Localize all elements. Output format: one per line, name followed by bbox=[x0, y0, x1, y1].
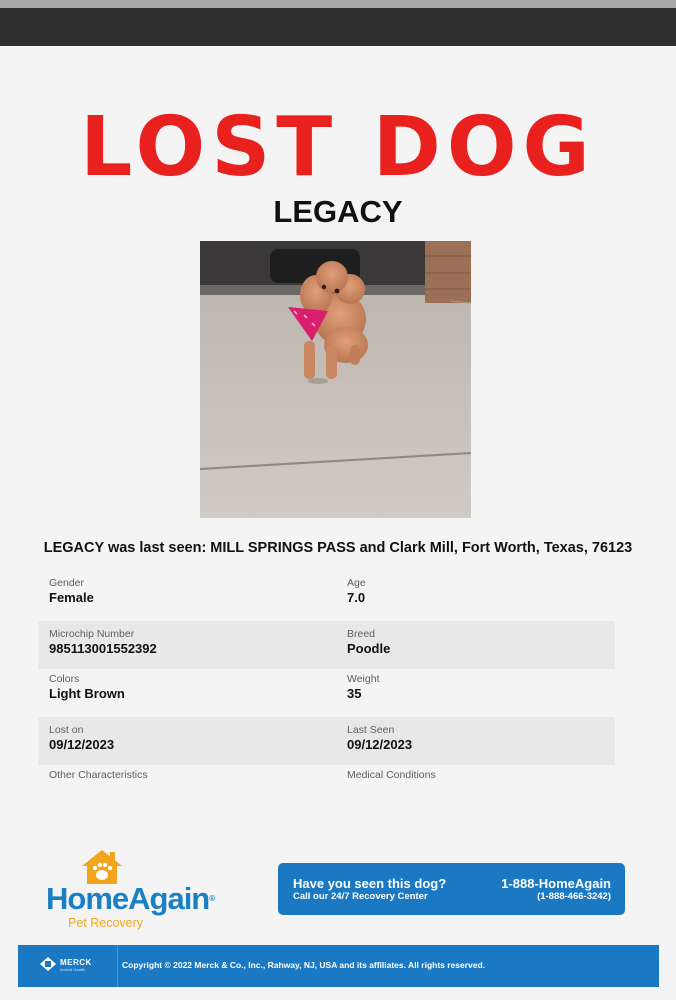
microchip-label: Microchip Number bbox=[49, 628, 135, 640]
merck-logo bbox=[40, 957, 92, 976]
logo-tagline: Pet Recovery bbox=[68, 916, 144, 930]
microchip-field bbox=[49, 621, 157, 657]
top-bar bbox=[0, 8, 676, 46]
trademark-mark: ® bbox=[209, 894, 215, 903]
cta-question: Have you seen this dog? bbox=[293, 876, 447, 891]
footer bbox=[18, 945, 659, 987]
cta-subtext: Call our 24/7 Recovery Center bbox=[293, 891, 428, 902]
weight-field bbox=[347, 669, 380, 702]
cta-phone-number[interactable]: (1-888-466-3242) bbox=[537, 891, 611, 902]
merck-wordmark: MERCK bbox=[60, 958, 92, 967]
age-label: Age bbox=[347, 577, 366, 589]
logo-name: HomeAgain bbox=[46, 881, 210, 916]
medical-conditions-label: Medical Conditions bbox=[347, 769, 436, 781]
lost-on-label: Lost on bbox=[49, 724, 84, 736]
details-row-5 bbox=[38, 765, 615, 813]
top-strip bbox=[0, 0, 676, 8]
breed-field bbox=[347, 621, 390, 657]
merck-subtext: Animal Health bbox=[60, 967, 85, 972]
age-field bbox=[347, 573, 366, 606]
copyright-text: Copyright © 2022 Merck & Co., Inc., Rahway, NJ, USA and its affiliates. All rights reserved. bbox=[122, 960, 486, 970]
other-characteristics-field bbox=[49, 765, 148, 782]
details-row-2 bbox=[38, 621, 615, 669]
lost-on-value: 09/12/2023 bbox=[49, 737, 115, 752]
weight-label: Weight bbox=[347, 673, 380, 685]
cta-phone-name[interactable]: 1-888-HomeAgain bbox=[501, 876, 611, 891]
headline: LOST DOG bbox=[80, 100, 596, 195]
microchip-value: 985113001552392 bbox=[49, 641, 157, 656]
colors-value: Light Brown bbox=[49, 686, 125, 701]
other-characteristics-label: Other Characteristics bbox=[49, 769, 148, 781]
details-row-4 bbox=[38, 717, 615, 765]
colors-field bbox=[49, 669, 125, 702]
logo-wordmark bbox=[46, 882, 214, 916]
merck-icon bbox=[40, 957, 56, 971]
breed-label: Breed bbox=[347, 628, 376, 640]
last-seen-location: LEGACY was last seen: MILL SPRINGS PASS and Clark Mill, Fort Worth, Texas, 76123 bbox=[43, 540, 633, 556]
recovery-center-banner[interactable] bbox=[278, 863, 625, 915]
breed-value: Poodle bbox=[347, 641, 391, 656]
last-seen-value: 09/12/2023 bbox=[347, 737, 413, 752]
details-row-3 bbox=[38, 669, 615, 717]
colors-label: Colors bbox=[49, 673, 80, 685]
weight-value: 35 bbox=[347, 686, 362, 701]
gender-label: Gender bbox=[49, 577, 85, 589]
footer-divider bbox=[117, 945, 118, 987]
homeagain-logo bbox=[46, 848, 215, 930]
dog-photo bbox=[200, 241, 471, 518]
gender-field bbox=[49, 573, 94, 606]
details-row-1 bbox=[38, 573, 615, 621]
age-value: 7.0 bbox=[347, 590, 366, 605]
lost-on-field bbox=[49, 717, 114, 753]
pet-details bbox=[38, 573, 615, 813]
medical-conditions-field bbox=[347, 765, 436, 782]
gender-value: Female bbox=[49, 590, 94, 605]
last-seen-label: Last Seen bbox=[347, 724, 395, 736]
last-seen-field bbox=[347, 717, 412, 753]
pet-name: LEGACY bbox=[273, 194, 403, 229]
